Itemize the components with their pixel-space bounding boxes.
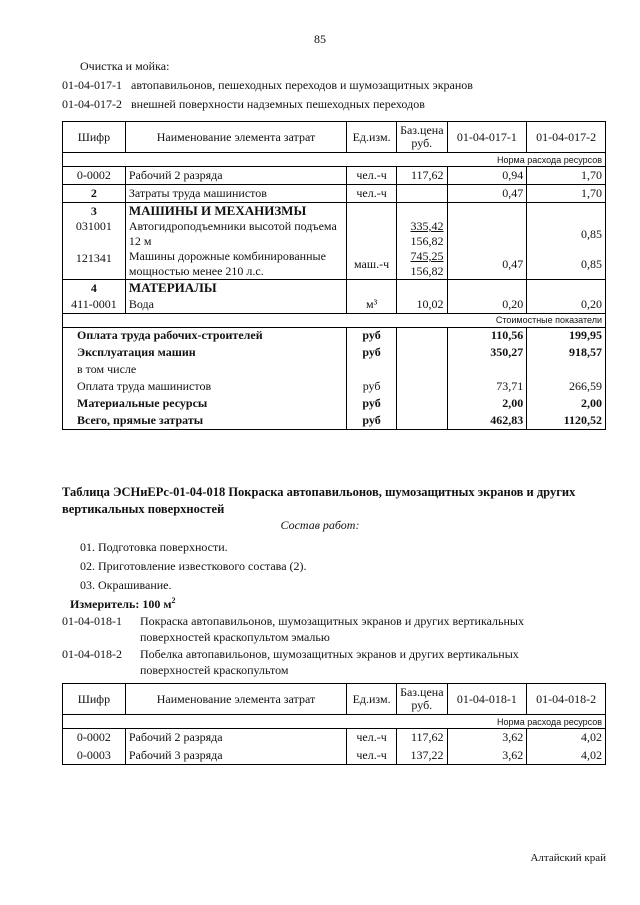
row-value-2: 0,85	[527, 249, 606, 280]
group-row	[63, 280, 606, 297]
row-value-1: 0,47	[447, 185, 527, 203]
row-value-2: 4,02	[527, 747, 606, 765]
page-number: 85	[314, 32, 326, 46]
table-header-row	[63, 122, 606, 153]
row-value-1: 3,62	[447, 747, 527, 765]
cost-row	[63, 395, 606, 412]
table-row	[63, 219, 606, 249]
row-code: 411-0001	[63, 296, 126, 313]
row-name: Рабочий 3 разряда	[125, 747, 346, 765]
work-item	[62, 613, 524, 645]
row-price: 10,02	[397, 296, 447, 313]
work-code: 01-04-018-2	[62, 647, 122, 661]
cost-name: Эксплуатация машин	[63, 344, 347, 361]
price-line-2: 156,82	[410, 234, 444, 248]
row-unit: чел.-ч	[347, 729, 397, 747]
row-unit: чел.-ч	[347, 747, 397, 765]
work-composition-title: Состав работ:	[280, 518, 360, 532]
col-header-code: Шифр	[63, 122, 126, 153]
work-item	[62, 78, 473, 93]
cost-name: Материальные ресурсы	[63, 395, 347, 412]
cost-name: Оплата труда рабочих-строителей	[63, 327, 347, 344]
work-text-cont: поверхностей краскопультом	[140, 663, 289, 677]
work-step: 03. Окрашивание.	[80, 578, 172, 592]
cost-label-row	[63, 313, 606, 327]
norm-label-row	[63, 153, 606, 167]
cost-value-2: 2,00	[527, 395, 606, 412]
row-code: 0-0002	[63, 167, 126, 185]
resource-table-018	[62, 683, 606, 765]
col-header-1: 01-04-017-1	[447, 122, 527, 153]
cost-row	[63, 344, 606, 361]
row-value-1: 0,20	[447, 296, 527, 313]
cost-value-1: 110,56	[447, 327, 527, 344]
norm-label-row	[63, 715, 606, 729]
cost-name: Всего, прямые затраты	[63, 412, 347, 429]
work-step: 01. Подготовка поверхности.	[80, 540, 228, 554]
work-text: Побелка автопавильонов, шумозащитных экранов и других вертикальных	[140, 647, 519, 661]
cost-name: Оплата труда машинистов	[63, 378, 347, 395]
empty-cell	[397, 361, 447, 378]
group-code: 3	[63, 203, 126, 220]
work-item	[62, 646, 519, 678]
row-name: Вода	[125, 296, 346, 313]
row-code: 121341	[63, 249, 126, 280]
empty-cell	[397, 327, 447, 344]
work-text-cont: поверхностей краскопультом эмалью	[140, 630, 330, 644]
col-header-2: 01-04-017-2	[527, 122, 606, 153]
row-code: 0-0003	[63, 747, 126, 765]
col-header-price: Баз.цена руб.	[397, 122, 447, 153]
row-value-1: 3,62	[447, 729, 527, 747]
empty-cell	[527, 280, 606, 297]
table-row	[63, 296, 606, 313]
row-name: Рабочий 2 разряда	[125, 167, 346, 185]
empty-cell	[527, 361, 606, 378]
row-price: 117,62	[397, 729, 447, 747]
work-step: 02. Приготовление известкового состава (2).	[80, 559, 307, 573]
empty-cell	[527, 203, 606, 220]
col-header-code: Шифр	[63, 684, 126, 715]
row-name: Рабочий 2 разряда	[125, 729, 346, 747]
table-row	[63, 167, 606, 185]
resource-table-017	[62, 121, 606, 430]
empty-cell	[397, 395, 447, 412]
row-unit	[347, 219, 397, 249]
row-name: Автогидроподъемники высотой подъема 12 м	[125, 219, 346, 249]
norm-label: Норма расхода ресурсов	[63, 715, 606, 729]
norm-label: Норма расхода ресурсов	[63, 153, 606, 167]
empty-cell	[397, 203, 447, 220]
group-code: 4	[63, 280, 126, 297]
footer-region: Алтайский край	[530, 852, 606, 864]
cost-unit: руб	[347, 327, 397, 344]
cost-row	[63, 412, 606, 429]
col-header-unit: Ед.изм.	[347, 122, 397, 153]
row-name: Затраты труда машинистов	[125, 185, 346, 203]
row-value-1	[447, 219, 527, 249]
empty-cell	[347, 203, 397, 220]
row-code: 2	[63, 185, 126, 203]
row-unit: чел.-ч	[347, 185, 397, 203]
cost-name: в том числе	[63, 361, 347, 378]
empty-cell	[397, 412, 447, 429]
table-header-row	[63, 684, 606, 715]
cost-value-1: 73,71	[447, 378, 527, 395]
cost-row	[63, 327, 606, 344]
work-item	[62, 97, 425, 112]
col-header-name: Наименование элемента затрат	[125, 122, 346, 153]
group-row	[63, 203, 606, 220]
group-name: МАШИНЫ И МЕХАНИЗМЫ	[125, 203, 346, 220]
price-line-1: 335,42	[410, 219, 444, 233]
row-price	[397, 249, 447, 280]
row-value-2: 0,20	[527, 296, 606, 313]
meter-sup: 2	[171, 596, 176, 605]
col-header-1: 01-04-018-1	[447, 684, 527, 715]
cost-unit: руб	[347, 378, 397, 395]
table-row	[63, 747, 606, 765]
meter-text: Измеритель: 100 м	[70, 597, 172, 611]
cost-value-2: 199,95	[527, 327, 606, 344]
empty-cell	[447, 361, 527, 378]
row-unit: маш.-ч	[347, 249, 397, 280]
row-value-2: 1,70	[527, 185, 606, 203]
work-text: автопавильонов, пешеходных переходов и шумозащитных экранов	[131, 78, 473, 92]
work-code: 01-04-018-1	[62, 614, 122, 628]
row-value-2: 0,85	[527, 219, 606, 249]
row-price	[397, 219, 447, 249]
row-unit: м³	[347, 296, 397, 313]
row-price: 137,22	[397, 747, 447, 765]
row-code: 031001	[63, 219, 126, 249]
cost-value-2: 266,59	[527, 378, 606, 395]
table-title: Таблица ЭСНиЕРс-01-04-018 Покраска автопавильонов, шумозащитных экранов и других вертикальных поверхностей	[62, 485, 576, 516]
section-heading: Очистка и мойка:	[80, 59, 170, 73]
empty-cell	[397, 280, 447, 297]
cost-unit: руб	[347, 395, 397, 412]
table-row	[63, 729, 606, 747]
price-line-2: 156,82	[410, 264, 444, 278]
work-text: Покраска автопавильонов, шумозащитных экранов и других вертикальных	[140, 614, 524, 628]
col-header-name: Наименование элемента затрат	[125, 684, 346, 715]
cost-row	[63, 378, 606, 395]
empty-cell	[447, 203, 527, 220]
row-name: Машины дорожные комбинированные мощностью менее 210 л.с.	[125, 249, 346, 280]
meter-label	[70, 596, 176, 612]
cost-value-1: 462,83	[447, 412, 527, 429]
col-header-2: 01-04-018-2	[527, 684, 606, 715]
row-value-1: 0,94	[447, 167, 527, 185]
row-price	[397, 185, 447, 203]
cost-value-2: 1120,52	[527, 412, 606, 429]
group-name: МАТЕРИАЛЫ	[125, 280, 346, 297]
empty-cell	[347, 280, 397, 297]
row-code: 0-0002	[63, 729, 126, 747]
empty-cell	[397, 344, 447, 361]
work-code: 01-04-017-2	[62, 97, 122, 111]
cost-value-2: 918,57	[527, 344, 606, 361]
cost-value-1: 2,00	[447, 395, 527, 412]
row-price: 117,62	[397, 167, 447, 185]
table-row	[63, 249, 606, 280]
table-row	[63, 185, 606, 203]
price-line-1: 745,25	[410, 249, 444, 263]
cost-row	[63, 361, 606, 378]
cost-value-1: 350,27	[447, 344, 527, 361]
cost-unit: руб	[347, 344, 397, 361]
row-unit: чел.-ч	[347, 167, 397, 185]
col-header-price: Баз.цена руб.	[397, 684, 447, 715]
empty-cell	[447, 280, 527, 297]
col-header-unit: Ед.изм.	[347, 684, 397, 715]
cost-label: Стоимостные показатели	[63, 313, 606, 327]
row-value-2: 4,02	[527, 729, 606, 747]
work-code: 01-04-017-1	[62, 78, 122, 92]
work-text: внешней поверхности надземных пешеходных переходов	[131, 97, 425, 111]
row-value-1: 0,47	[447, 249, 527, 280]
cost-unit: руб	[347, 412, 397, 429]
empty-cell	[347, 361, 397, 378]
row-value-2: 1,70	[527, 167, 606, 185]
empty-cell	[397, 378, 447, 395]
